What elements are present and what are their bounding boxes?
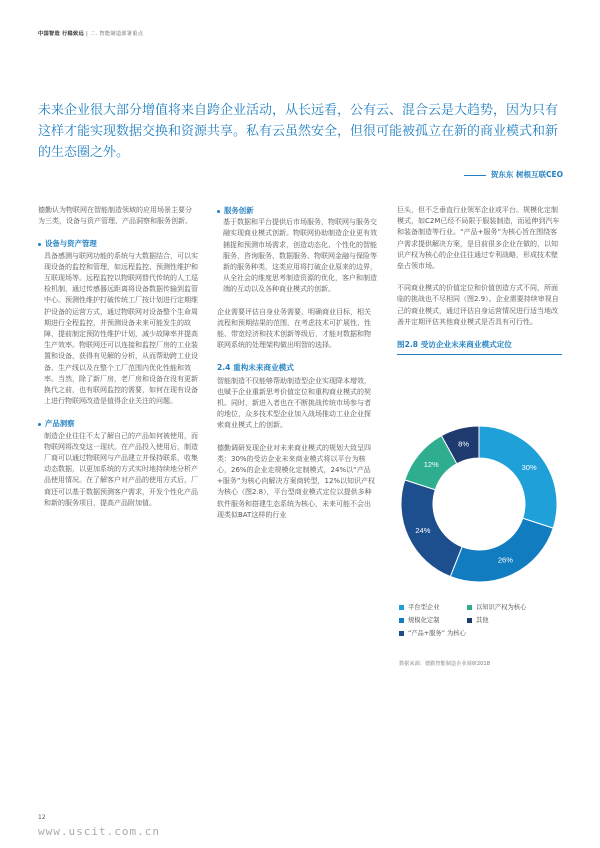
col3-giants-text: 巨头，但不乏垂直行业领军企业或平台。规模化定制模式，如C2M已经不局限于服装制造，而延伸到汽车和装备制造等行业。“产品+服务”为核心旨在围绕客户需求提供解决方案，是目前很多企业在做的，以知识产权为核心的企业往往通过专利战略，形成技术壁垒占领市场。	[397, 206, 560, 271]
header-brand: 中国智造 行稳致远	[38, 31, 85, 37]
legend-item-product-service: “产品+服务” 为核心	[399, 628, 466, 637]
col1-insight-text: 制造企业往往不太了解自己的产品如何被使用，而物联网将改变这一现状。在产品投入使用后，制造厂商可以通过物联网与产品建立并保持联系，收集动态数据，以更加系统的方式实时地持续地分析产品使用情况。在了解客户对产品的使用方式后，厂商还可以基于数据预测客户需求，开发个性化产品和新的服务项目，提高产品附加值。	[44, 431, 198, 507]
column-2	[217, 205, 377, 532]
donut-slice-2	[401, 480, 462, 577]
donut-slice-0	[479, 426, 557, 528]
col3-value-text: 不同商业模式的价值定位和价值创造方式不同，所面临的挑战也不尽相同（图2.9）。企业需要持续审视自己的商业模式，通过评估自身运营情况进行适当地改善并定期评估其他商业模式是否具有可行性。	[397, 284, 559, 326]
donut-chart	[397, 420, 562, 590]
legend-swatch	[467, 605, 472, 610]
donut-label-3: 12%	[423, 459, 439, 469]
heading-service-innovation: 服务创新	[217, 205, 377, 216]
column-3	[397, 205, 562, 361]
donut-slices	[401, 426, 557, 582]
legend-swatch	[467, 618, 472, 623]
bullet-dot	[38, 243, 41, 246]
author-dash	[464, 175, 486, 176]
donut-label-2: 24%	[415, 525, 431, 535]
bullet-dot	[217, 210, 220, 213]
legend-item-customization: 规模化定制	[399, 615, 439, 624]
legend-swatch	[399, 631, 404, 636]
column-1	[38, 205, 198, 520]
heading-asset-management: 设备与资产管理	[38, 238, 198, 249]
donut-label-0: 30%	[521, 463, 537, 473]
col1-asset-text: 具备感测与联网功能的系统与大数据结合，可以实现设备的监控和管理，如远程监控、预测性维护和互联现场等。远程监控以物联网替代传统的人工巡检机制，通过传感器远距离将设备数据传输到监管中心。预测性维护打破传统工厂按计划进行定期维护设备的运营方式，通过物联网对设备整个生命周期进行全程监控，并预测设备未来可能发生的故障，提前制定预防性维护计划，减少故障率并提高生产效率。物联网还可以连接和监控厂房的工业装置和设备，获得有见解的分析，从而帮助跨工业设备、生产线以及在整个工厂范围内优化性能和效率。当然，除了新厂房，老厂房和设备在没有更新换代之前，也有联网监控的需要，如何在现有设备上进行物联网改造是值得企业关注的问题。	[44, 251, 198, 406]
legend-swatch	[399, 605, 404, 610]
page-number: 12	[38, 814, 46, 821]
running-header: 中国智造 行稳致远 | 二. 智能制造部署重点	[38, 31, 144, 37]
donut-label-1: 26%	[497, 555, 513, 565]
pull-quote: 未来企业很大部分增值将来自跨企业活动，从长远看，公有云、混合云是大趋势，因为只有这样才能实现数据交换和资源共享。私有云虽然安全，但很可能被孤立在新的商业模式和新的生态圈之外。	[38, 103, 559, 160]
author-name: 贺东东 树根互联CEO	[490, 170, 563, 179]
col2-service-text: 基于数据和平台提供后市场服务，物联网与服务交融实现商业模式创新。物联网协助制造企业更有效捕捉和预测市场需求，创造动态化、个性化的智能服务，咨询服务、数据服务、物联网金融与保险等新的服务种类，这类应用将打破企业原来的边界，从全社会的维度思考制造资源的优化，客户和制造端的互动以及各种商业模式的创新。	[223, 218, 377, 294]
figure-rule	[397, 354, 562, 355]
watermark-text: www.uscit.com.cn	[38, 825, 160, 838]
donut-slice-1	[450, 518, 553, 582]
legend-item-other: 其他	[467, 615, 489, 624]
bullet-dot	[38, 423, 41, 426]
legend-swatch	[399, 618, 404, 623]
col1-intro: 德勤认为物联网在智能制造领域的应用场景主要分为三类，设备与资产管理、产品洞察和服务创新。	[38, 206, 192, 226]
section-heading-2-4: 2.4 重构未来商业模式	[217, 363, 294, 373]
col2-survey-text: 德勤调研发现企业对未来商业模式的规划大致呈四类：30%的受访企业未来商业模式将以平台为核心，26%的企业走规模化定制模式，24%以“产品+服务”为核心向解决方案商转型，12%以知识产权为核心（图2.8），平台型商业模式定位以提供多种软件服务和搭建生态系统为核心，未来可能不会出现类似BAT这样的行业	[217, 443, 376, 519]
quote-author	[464, 169, 563, 180]
legend-item-platform: 平台型企业	[399, 602, 439, 611]
col2-rebuild-text: 智能制造不仅能够帮助制造型企业实现降本增效，也赋予企业重新思考价值定位和重构商业模式的契机。同时，新进入者也在不断挑战传统市场参与者的地位，众多技术型企业加入战场推动工业企业探索商业模式上的创新。	[217, 376, 371, 430]
col2-evaluate-text: 企业需要评估自身业务需要，明确商业目标，相关流程和预期结果的范围，在考虑技术可扩展性、性能、带宽经济和技术创新等级后，才能对数据和物联网系统的处理架构做出明智的选择。	[217, 307, 371, 350]
legend-item-ip: 以知识产权为核心	[467, 602, 526, 611]
figure-title: 图2.8 受访企业未来商业模式定位	[397, 340, 512, 350]
header-section: 二. 智能制造部署重点	[89, 31, 144, 37]
heading-product-insight: 产品洞察	[38, 418, 198, 429]
donut-label-4: 8%	[458, 439, 470, 449]
data-source: 数据来源：德勤智能制造企业调研2018	[399, 661, 491, 667]
